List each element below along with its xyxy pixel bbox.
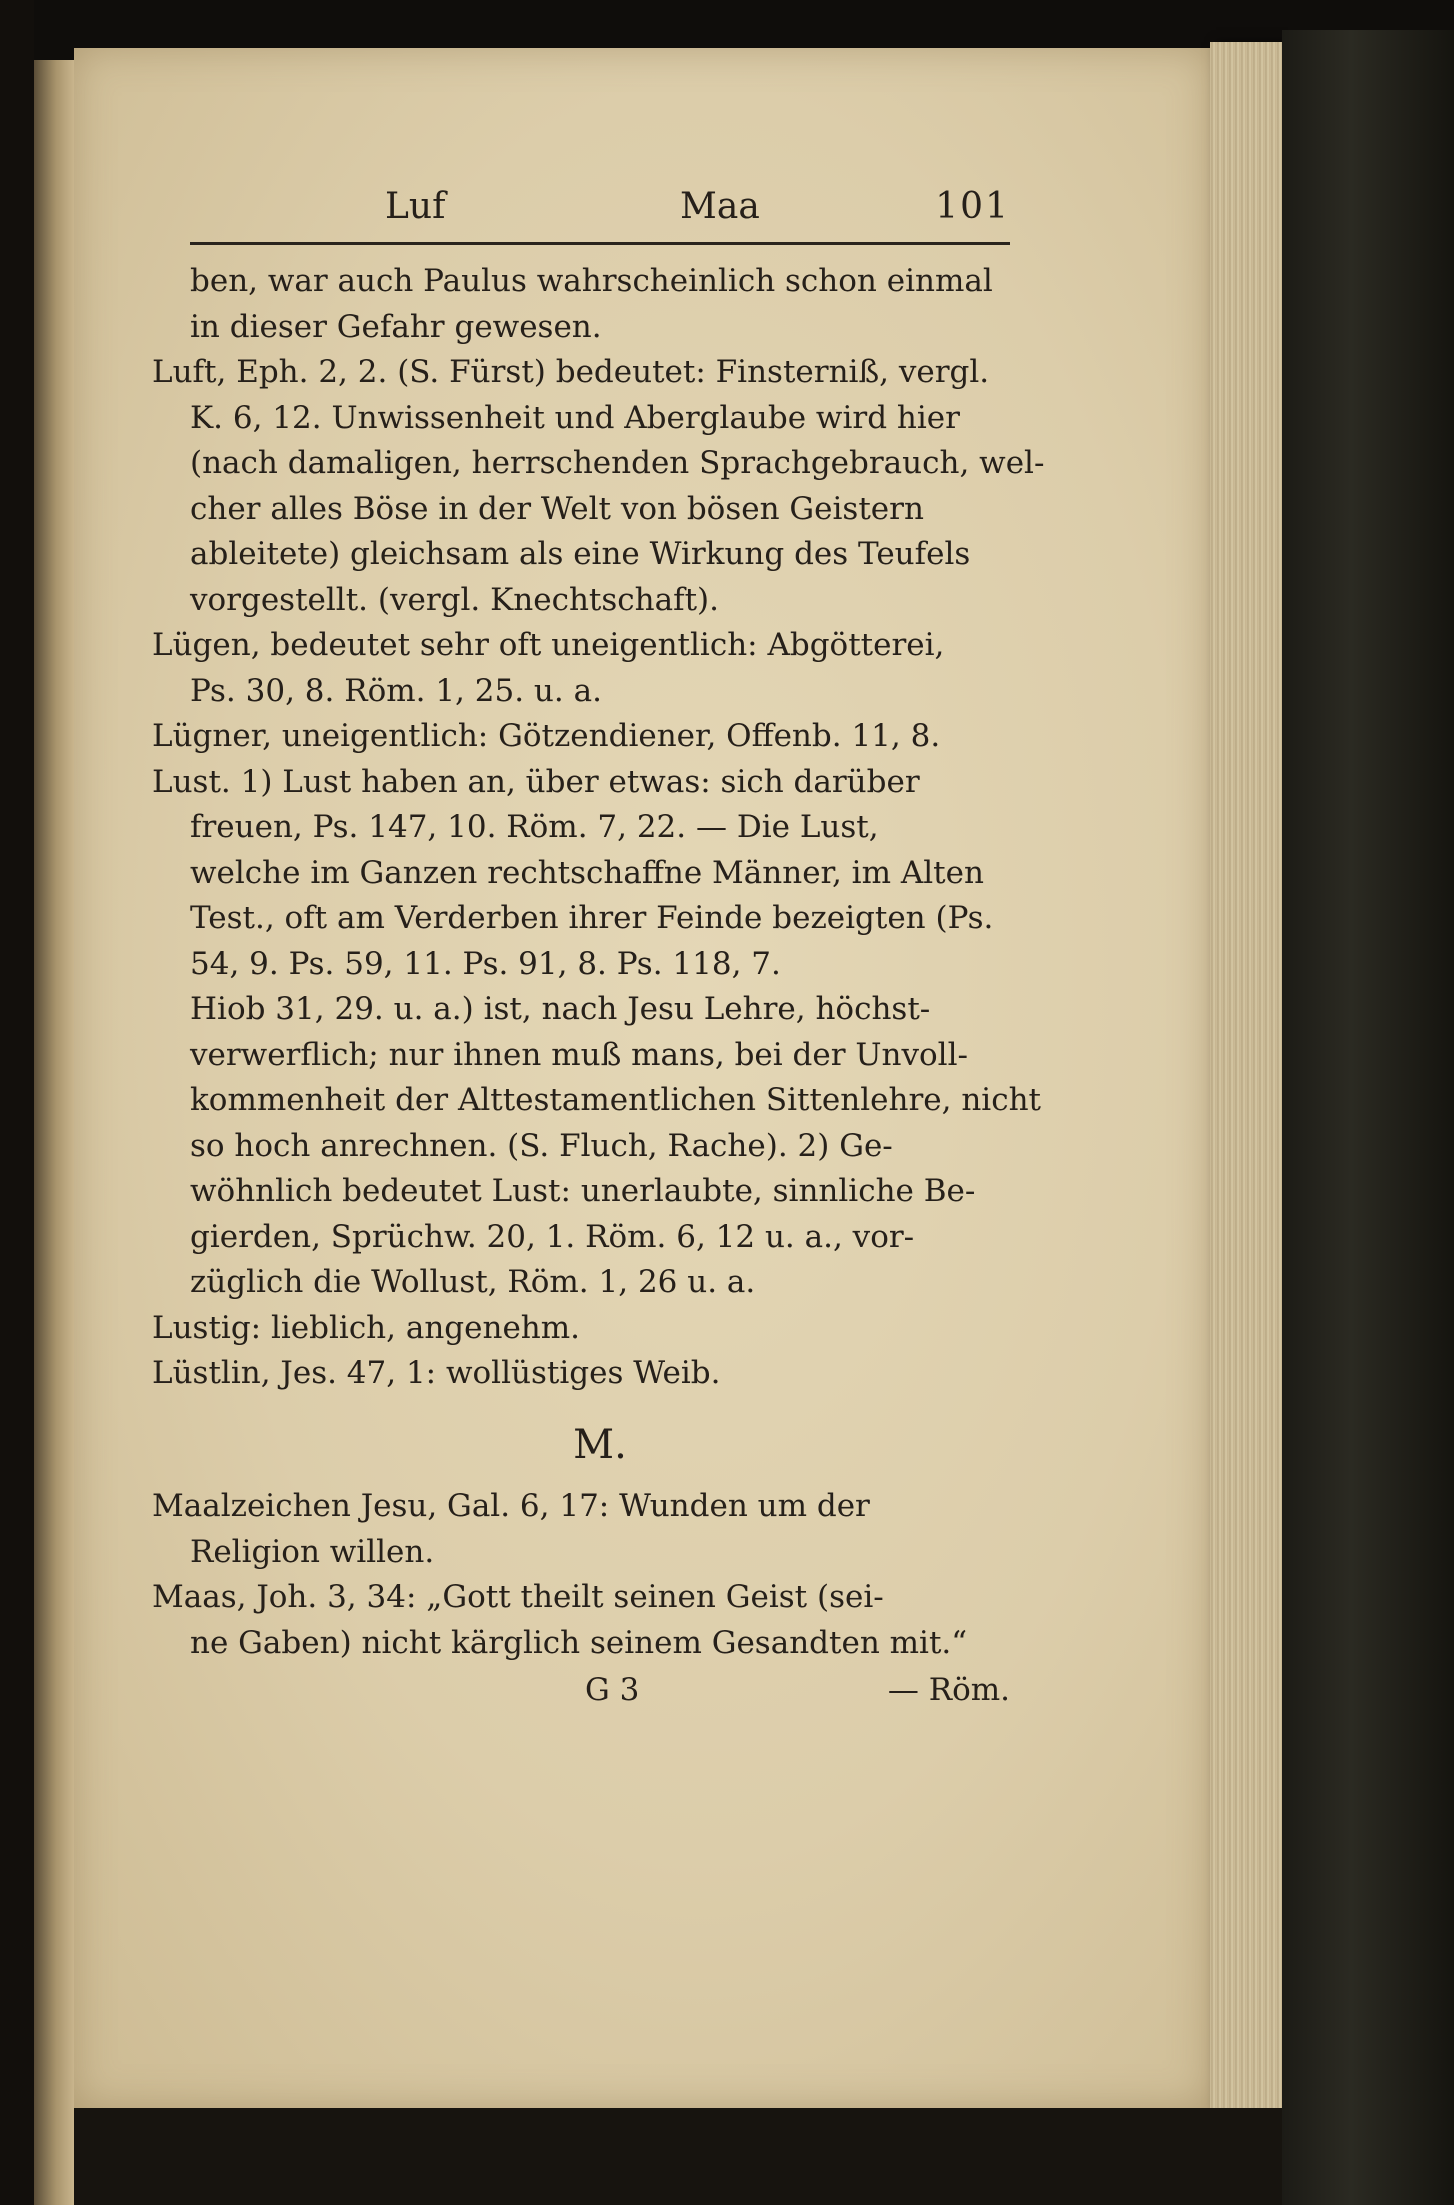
scan-background-left xyxy=(0,0,34,2205)
text-line: verwerflich; nur ihnen muß mans, bei der Unvoll- xyxy=(190,1036,968,1073)
text-line: gierden, Sprüchw. 20, 1. Röm. 6, 12 u. a., vor- xyxy=(190,1218,915,1255)
text-line: Lügner, uneigentlich: Götzendiener, Offenb. 11, 8. xyxy=(152,718,941,754)
text-line: 54, 9. Ps. 59, 11. Ps. 91, 8. Ps. 118, 7. xyxy=(190,945,781,982)
book-cover-right xyxy=(1282,30,1454,2205)
scan-background-bottom xyxy=(74,2108,1282,2205)
signature-mark: G 3 xyxy=(585,1672,640,1708)
text-line: Test., oft am Verderben ihrer Feinde bezeigten (Ps. xyxy=(190,900,994,936)
text-line: K. 6, 12. Unwissenheit und Aberglaube wird hier xyxy=(190,399,960,436)
text-line: Ps. 30, 8. Röm. 1, 25. u. a. xyxy=(190,672,602,709)
header-center-word: Maa xyxy=(680,186,760,227)
header-left-word: Luf xyxy=(385,186,446,227)
text-line: welche im Ganzen rechtschaffne Männer, im Alten xyxy=(190,854,984,891)
text-line: vorgestellt. (vergl. Knechtschaft). xyxy=(190,581,719,618)
running-header xyxy=(190,180,1010,242)
text-line: Lustig: lieblich, angenehm. xyxy=(152,1309,581,1346)
text-line: Luft, Eph. 2, 2. (S. Fürst) bedeutet: Finsterniß, vergl. xyxy=(152,354,990,390)
text-line: freuen, Ps. 147, 10. Röm. 7, 22. — Die Lust, xyxy=(190,809,879,845)
text-line: wöhnlich bedeutet Lust: unerlaubte, sinnliche Be- xyxy=(190,1173,976,1209)
page-edges xyxy=(1210,42,1282,2112)
page-number: 101 xyxy=(935,186,1010,227)
text-line: Maalzeichen Jesu, Gal. 6, 17: Wunden um der xyxy=(152,1488,870,1524)
text-line: Maas, Joh. 3, 34: „Gott theilt seinen Geist (sei- xyxy=(152,1579,884,1615)
text-line: Lust. 1) Lust haben an, über etwas: sich darüber xyxy=(152,763,920,800)
text-line: ableitete) gleichsam als eine Wirkung des Teufels xyxy=(190,536,971,572)
page-footer xyxy=(190,1668,1010,1714)
text-line: cher alles Böse in der Welt von bösen Geistern xyxy=(190,490,924,527)
book-gutter xyxy=(34,60,74,2205)
text-line: kommenheit der Alttestamentlichen Sittenlehre, nicht xyxy=(190,1082,1041,1118)
dictionary-entries-m xyxy=(152,1484,1010,1666)
text-line: ben, war auch Paulus wahrscheinlich schon einmal xyxy=(190,263,993,299)
text-line: Hiob 31, 29. u. a.) ist, nach Jesu Lehre, höchst- xyxy=(190,991,931,1027)
section-letter: M. xyxy=(573,1421,627,1468)
header-rule xyxy=(190,242,1010,245)
text-line: so hoch anrechnen. (S. Fluch, Rache). 2) Ge- xyxy=(190,1127,893,1164)
page-text xyxy=(152,180,1045,1714)
text-line: Lügen, bedeutet sehr oft uneigentlich: Abgötterei, xyxy=(152,627,945,663)
text-line: züglich die Wollust, Röm. 1, 26 u. a. xyxy=(190,1264,756,1300)
dictionary-entries xyxy=(152,259,1045,1397)
catchword: — Röm. xyxy=(887,1672,1010,1708)
text-line: Lüstlin, Jes. 47, 1: wollüstiges Weib. xyxy=(152,1355,721,1391)
text-line: ne Gaben) nicht kärglich seinem Gesandten mit.“ xyxy=(190,1624,968,1661)
text-line: (nach damaligen, herrschenden Sprachgebrauch, wel- xyxy=(190,445,1045,481)
text-line: Religion willen. xyxy=(190,1533,435,1570)
text-line: in dieser Gefahr gewesen. xyxy=(190,308,602,345)
